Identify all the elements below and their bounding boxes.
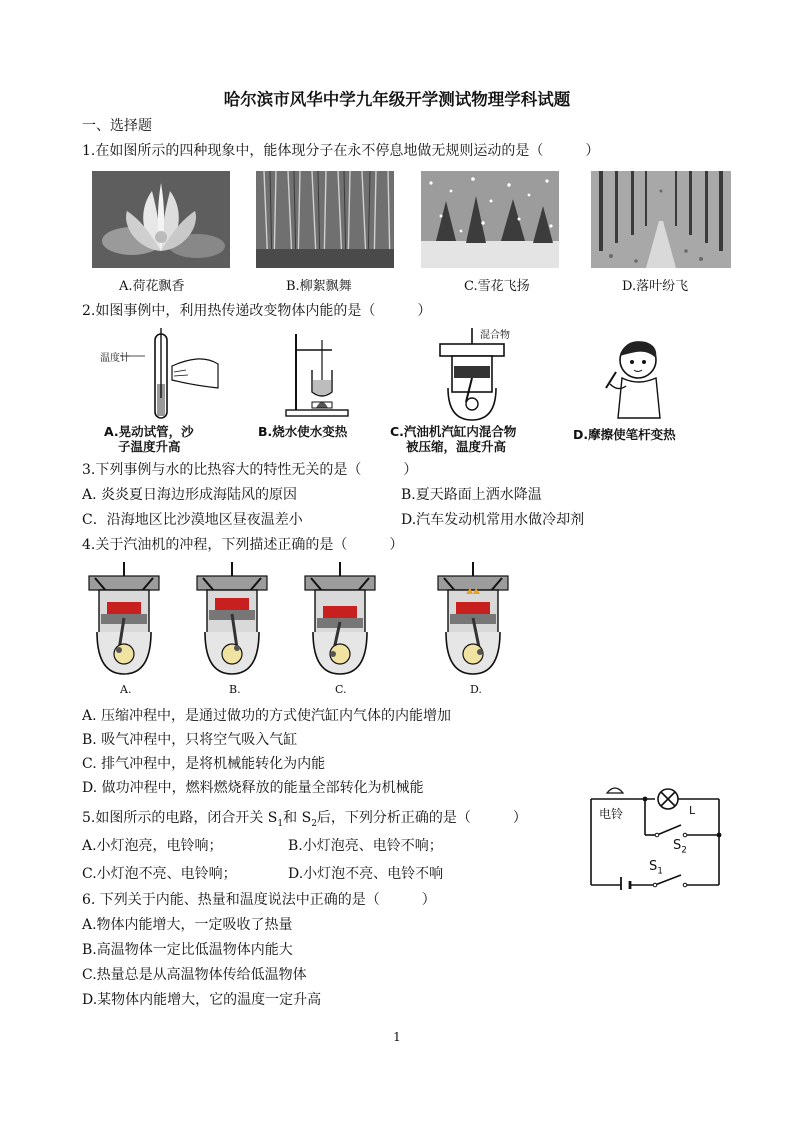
- q1-caption-a: A.荷花飘香: [119, 279, 185, 294]
- q2-caption-b: B.烧水使水变热: [258, 424, 348, 439]
- q5-option-d: D.小灯泡不亮、电铃不响: [288, 866, 444, 882]
- q3-option-a: A. 炎炎夏日海边形成海陆风的原因: [82, 487, 298, 503]
- q3-stem: 3.下列事例与水的比热容大的特性无关的是（ ）: [82, 462, 418, 478]
- q2-figure-a: [100, 328, 220, 420]
- q1-caption-b: B.柳絮飘舞: [286, 279, 352, 294]
- q1-caption-c: C.雪花飞扬: [464, 279, 530, 294]
- q4-option-b: B. 吸气冲程中，只将空气吸入气缸: [82, 732, 298, 748]
- q1-photo-willow: [256, 171, 394, 268]
- switch-s2-label: $S_2$: [673, 838, 687, 856]
- q3-option-b: B.夏天路面上洒水降温: [401, 487, 542, 503]
- q4-engine-b: [193, 562, 271, 680]
- q4-engine-a: [85, 562, 163, 680]
- q5-option-a: A.小灯泡亮，电铃响；: [82, 838, 223, 854]
- q2-caption-d: D.摩擦使笔杆变热: [573, 427, 676, 442]
- mixture-label: 混合物: [480, 330, 510, 341]
- q6-stem: 6. 下列关于内能、热量和温度说法中正确的是（ ）: [82, 892, 436, 908]
- q4-engine-c: [301, 562, 379, 680]
- q2-caption-c-line1: C.汽油机汽缸内混合物: [390, 424, 517, 439]
- q3-option-d: D.汽车发动机常用水做冷却剂: [401, 512, 585, 528]
- q4-label-a: A.: [120, 683, 132, 696]
- q5-option-c: C.小灯泡不亮、电铃响；: [82, 866, 237, 882]
- q4-label-d: D.: [470, 683, 482, 696]
- q2-caption-a-line2: 子温度升高: [118, 439, 181, 454]
- q1-photo-leaves: [591, 171, 731, 268]
- q4-stem: 4.关于汽油机的冲程，下列描述正确的是（ ）: [82, 537, 404, 553]
- bell-label: 电铃: [599, 807, 624, 821]
- q6-option-a: A.物体内能增大，一定吸收了热量: [82, 917, 293, 933]
- thermometer-label: 温度计: [100, 353, 130, 364]
- q2-figure-c: [430, 326, 530, 422]
- q4-label-b: B.: [229, 683, 241, 696]
- lamp-label: L: [689, 804, 696, 817]
- page-number: 1: [393, 1030, 401, 1044]
- q1-photo-lotus: [92, 171, 230, 268]
- q2-figure-b: [282, 330, 352, 420]
- section-heading: 一、选择题: [82, 118, 152, 134]
- page-title: 哈尔滨市风华中学九年级开学测试物理学科试题: [223, 90, 571, 109]
- q5-circuit-diagram: [585, 785, 735, 890]
- q1-stem: 1.在如图所示的四种现象中，能体现分子在永不停息地做无规则运动的是（ ）: [82, 143, 600, 159]
- q1-caption-d: D.落叶纷飞: [622, 279, 689, 294]
- q4-option-d: D. 做功冲程中，燃料燃烧释放的能量全部转化为机械能: [82, 780, 424, 796]
- q4-label-c: C.: [335, 683, 347, 696]
- q5-stem: 5.如图所示的电路，闭合开关 $S_1$和 $S_2$后，下列分析正确的是（ ）: [82, 810, 527, 829]
- q5-option-b: B.小灯泡亮、电铃不响；: [288, 838, 443, 854]
- q6-option-d: D.某物体内能增大，它的温度一定升高: [82, 992, 322, 1008]
- q6-option-b: B.高温物体一定比低温物体内能大: [82, 942, 293, 958]
- q2-caption-c-line2: 被压缩，温度升高: [406, 439, 507, 454]
- q6-option-c: C.热量总是从高温物体传给低温物体: [82, 967, 307, 983]
- q3-option-c: C．沿海地区比沙漠地区昼夜温差小: [82, 512, 303, 528]
- q2-figure-d: [596, 336, 676, 420]
- q4-engine-d: [434, 562, 512, 680]
- q1-photo-snow: [421, 171, 559, 268]
- q2-stem: 2.如图事例中，利用热传递改变物体内能的是（ ）: [82, 303, 432, 319]
- q2-caption-a-line1: A.晃动试管，沙: [104, 424, 194, 439]
- switch-s1-label: $S_1$: [649, 859, 663, 877]
- q4-option-a: A. 压缩冲程中，是通过做功的方式使汽缸内气体的内能增加: [82, 708, 452, 724]
- q4-option-c: C. 排气冲程中，是将机械能转化为内能: [82, 756, 326, 772]
